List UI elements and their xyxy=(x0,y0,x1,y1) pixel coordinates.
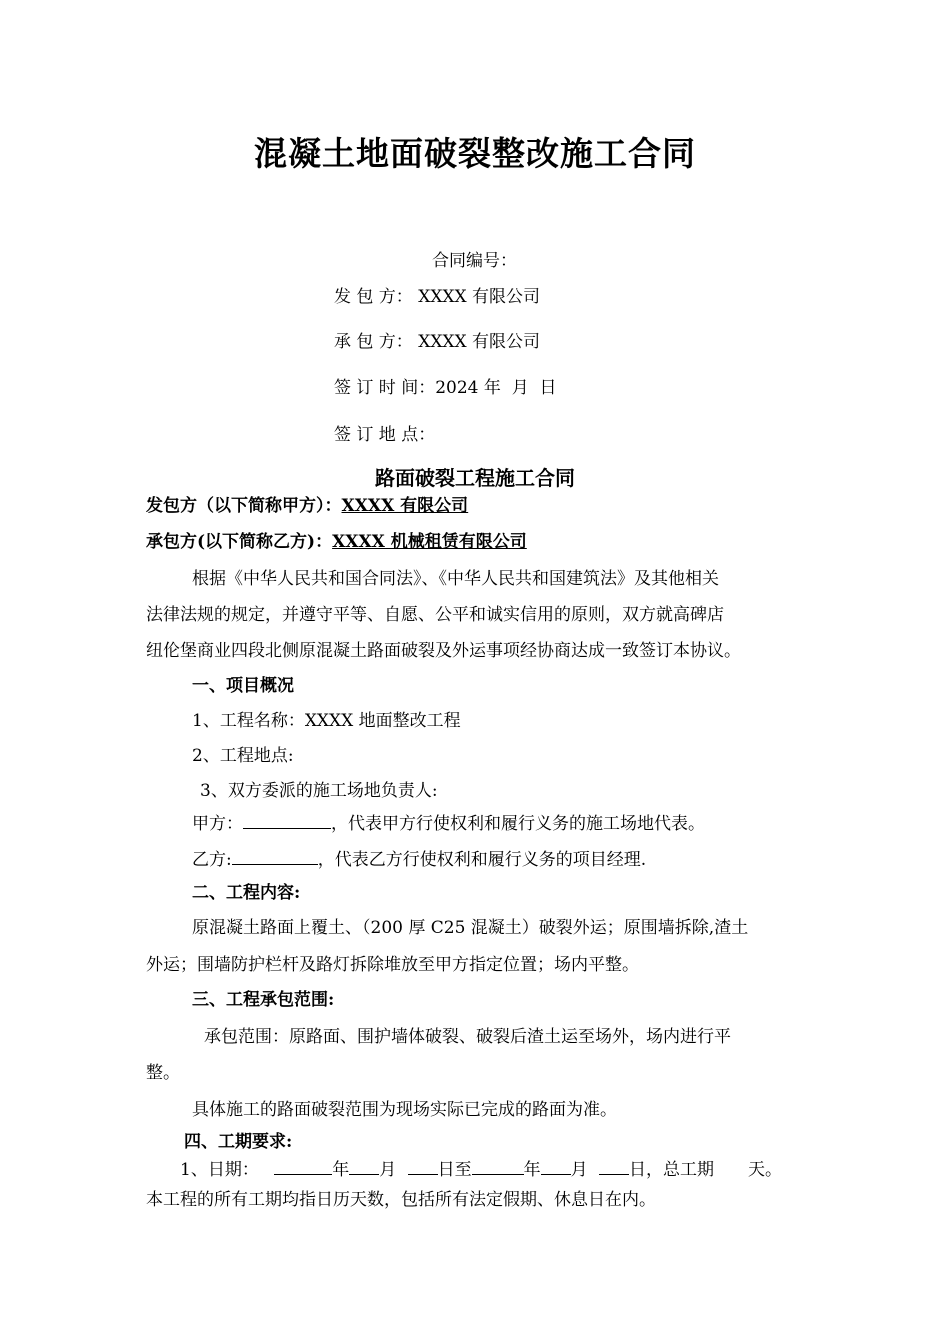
section-1-heading: 一、项目概况 xyxy=(192,676,294,696)
section-4-heading: 四、工期要求: xyxy=(184,1132,293,1152)
issuer-value: XXXX 有限公司 xyxy=(418,287,541,307)
end-year-blank[interactable] xyxy=(472,1173,524,1175)
contractor-label: 承 包 方： xyxy=(334,332,413,352)
schedule-line xyxy=(180,1155,782,1180)
party-a-line xyxy=(146,491,468,516)
end-day-unit: 日，总工期 xyxy=(629,1160,715,1180)
party-b-line xyxy=(146,527,527,552)
end-day-blank[interactable] xyxy=(599,1173,629,1175)
start-month-unit: 月 xyxy=(379,1160,397,1180)
party-b-value: XXXX 机械租赁有限公司 xyxy=(332,532,527,552)
signing-date-line xyxy=(334,373,557,398)
project-location: 2、工程地点: xyxy=(192,746,294,766)
party-a-rep-prefix: 甲方： xyxy=(192,814,243,834)
party-b-rep-suffix: ，代表乙方行使权利和履行义务的项目经理. xyxy=(317,850,647,870)
contractor-line xyxy=(334,327,540,352)
party-b-rep-blank[interactable] xyxy=(232,863,318,865)
contract-number-label: 合同编号： xyxy=(432,251,517,271)
party-a-rep-suffix: ，代表甲方行使权利和履行义务的施工场地代表。 xyxy=(331,814,705,834)
issuer-label: 发 包 方： xyxy=(334,287,413,307)
signing-date-value: 2024 年 月 日 xyxy=(435,378,557,398)
party-a-label: 发包方（以下简称甲方）： xyxy=(146,496,342,516)
site-managers: 3、双方委派的施工场地负责人: xyxy=(200,781,438,801)
signing-date-label: 签 订 时 间： xyxy=(334,378,436,398)
start-day-blank[interactable] xyxy=(408,1173,438,1175)
end-month-unit: 月 xyxy=(570,1160,588,1180)
party-b-label: 承包方(以下简称乙方)： xyxy=(146,532,333,552)
start-month-blank[interactable] xyxy=(349,1173,379,1175)
schedule-note: 本工程的所有工期均指日历天数，包括所有法定假期、休息日在内。 xyxy=(146,1190,656,1210)
work-content-line-2: 外运；围墙防护栏杆及路灯拆除堆放至甲方指定位置；场内平整。 xyxy=(146,955,639,975)
scope-line-2: 整。 xyxy=(146,1063,180,1083)
contractor-value: XXXX 有限公司 xyxy=(418,332,541,352)
issuer-line xyxy=(334,282,540,307)
intro-line-2: 法律法规的规定，并遵守平等、自愿、公平和诚实信用的原则，双方就高碑店 xyxy=(146,605,724,625)
total-days-unit: 天。 xyxy=(748,1160,783,1180)
section-title: 路面破裂工程施工合同 xyxy=(375,466,575,490)
scope-line-1: 承包范围：原路面、围护墙体破裂、破裂后渣土运至场外，场内进行平 xyxy=(204,1027,731,1047)
party-b-representative xyxy=(192,845,646,870)
party-a-value: XXXX 有限公司 xyxy=(341,496,469,516)
signing-place-label: 签 订 地 点： xyxy=(334,425,436,445)
intro-line-3: 纽伦堡商业四段北侧原混凝土路面破裂及外运事项经协商达成一致签订本协议。 xyxy=(146,641,741,661)
party-a-rep-blank[interactable] xyxy=(243,827,331,829)
scope-line-3: 具体施工的路面破裂范围为现场实际已完成的路面为准。 xyxy=(192,1100,617,1120)
intro-line-1: 根据《中华人民共和国合同法》、《中华人民共和国建筑法》及其他相关 xyxy=(192,569,719,589)
start-year-blank[interactable] xyxy=(274,1173,332,1175)
end-month-blank[interactable] xyxy=(541,1173,571,1175)
work-content-line-1: 原混凝土路面上覆土、（200 厚 C25 混凝土）破裂外运；原围墙拆除,渣土 xyxy=(192,918,749,938)
section-3-heading: 三、工程承包范围: xyxy=(192,990,335,1010)
start-year-unit: 年 xyxy=(332,1160,350,1180)
party-a-representative xyxy=(192,809,705,834)
project-name: 1、工程名称：XXXX 地面整改工程 xyxy=(192,711,461,731)
document-title: 混凝土地面破裂整改施工合同 xyxy=(254,134,696,173)
schedule-prefix: 1、日期： xyxy=(180,1160,259,1180)
start-day-unit: 日至 xyxy=(437,1160,472,1180)
party-b-rep-prefix: 乙方: xyxy=(192,850,232,870)
section-2-heading: 二、工程内容: xyxy=(192,883,301,903)
end-year-unit: 年 xyxy=(523,1160,541,1180)
